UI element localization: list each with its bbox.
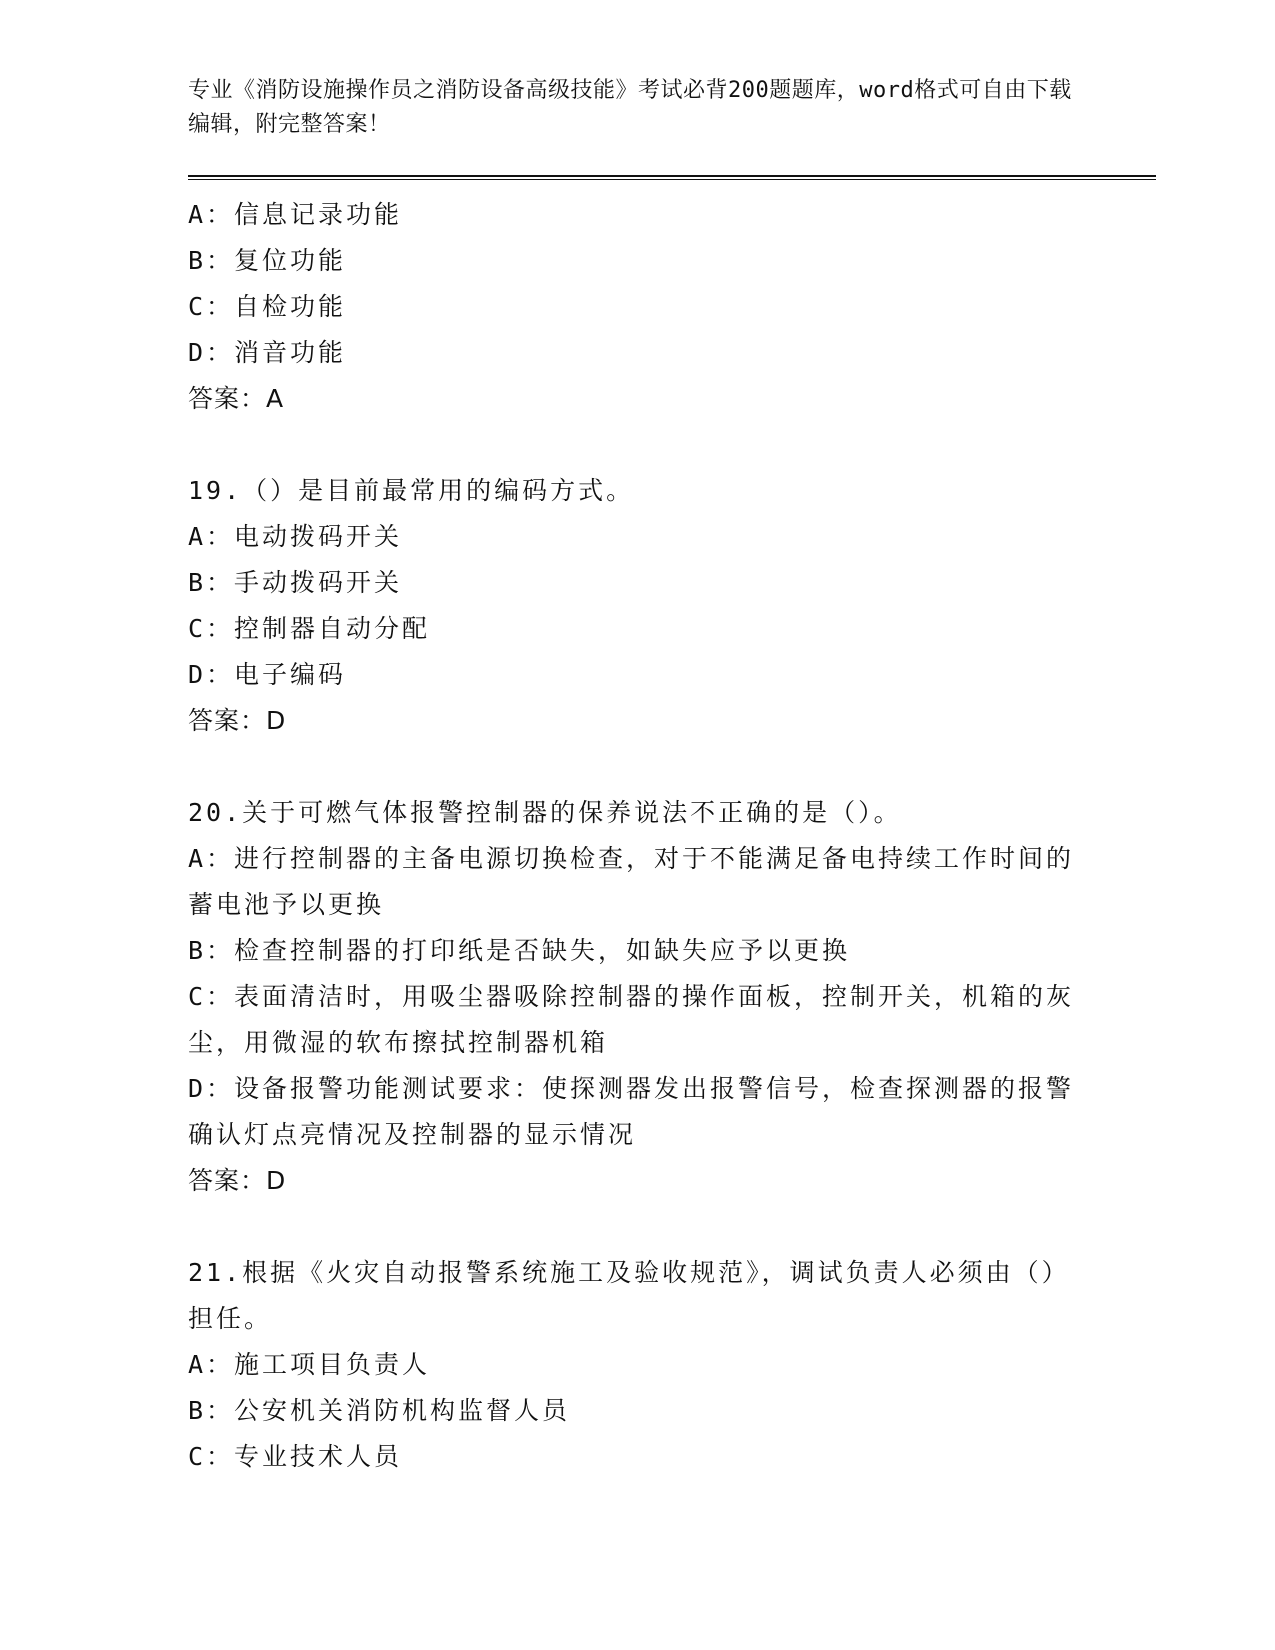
answer: 答案：D [188, 1166, 287, 1195]
question-text: 20.关于可燃气体报警控制器的保养说法不正确的是（）。 [188, 798, 902, 827]
option-a: A：电动拨码开关 [188, 522, 403, 551]
spacer [188, 422, 1088, 468]
option-d: D：设备报警功能测试要求：使探测器发出报警信号，检查探测器的报警确认灯点亮情况及控制器的显示情况 [188, 1074, 1075, 1149]
spacer [188, 744, 1088, 790]
question-19 [188, 468, 1088, 744]
option-d: D：消音功能 [188, 338, 347, 367]
spacer [188, 1204, 1088, 1250]
question-18 [188, 192, 1088, 422]
header-divider [188, 175, 1156, 180]
option-c: C：自检功能 [188, 292, 347, 321]
question-text: 19.（）是目前最常用的编码方式。 [188, 476, 635, 505]
question-21 [188, 1250, 1088, 1480]
option-a: A：信息记录功能 [188, 200, 403, 229]
option-b: B：公安机关消防机构监督人员 [188, 1396, 571, 1425]
document-header: 专业《消防设施操作员之消防设备高级技能》考试必背200题题库，word格式可自由下载编辑，附完整答案！ [188, 78, 1072, 137]
option-c: C：控制器自动分配 [188, 614, 431, 643]
option-b: B：手动拨码开关 [188, 568, 403, 597]
option-a: A：施工项目负责人 [188, 1350, 431, 1379]
answer: 答案：D [188, 706, 287, 735]
question-text: 21.根据《火灾自动报警系统施工及验收规范》，调试负责人必须由（）担任。 [188, 1258, 1070, 1333]
option-c: C：表面清洁时，用吸尘器吸除控制器的操作面板，控制开关，机箱的灰尘，用微湿的软布擦拭控制器机箱 [188, 982, 1075, 1057]
option-a: A：进行控制器的主备电源切换检查，对于不能满足备电持续工作时间的蓄电池予以更换 [188, 844, 1075, 919]
answer: 答案：A [188, 384, 285, 413]
option-b: B：复位功能 [188, 246, 347, 275]
question-list [188, 192, 1088, 1480]
option-c: C：专业技术人员 [188, 1442, 403, 1471]
option-b: B：检查控制器的打印纸是否缺失，如缺失应予以更换 [188, 936, 851, 965]
option-d: D：电子编码 [188, 660, 347, 689]
question-20 [188, 790, 1088, 1204]
